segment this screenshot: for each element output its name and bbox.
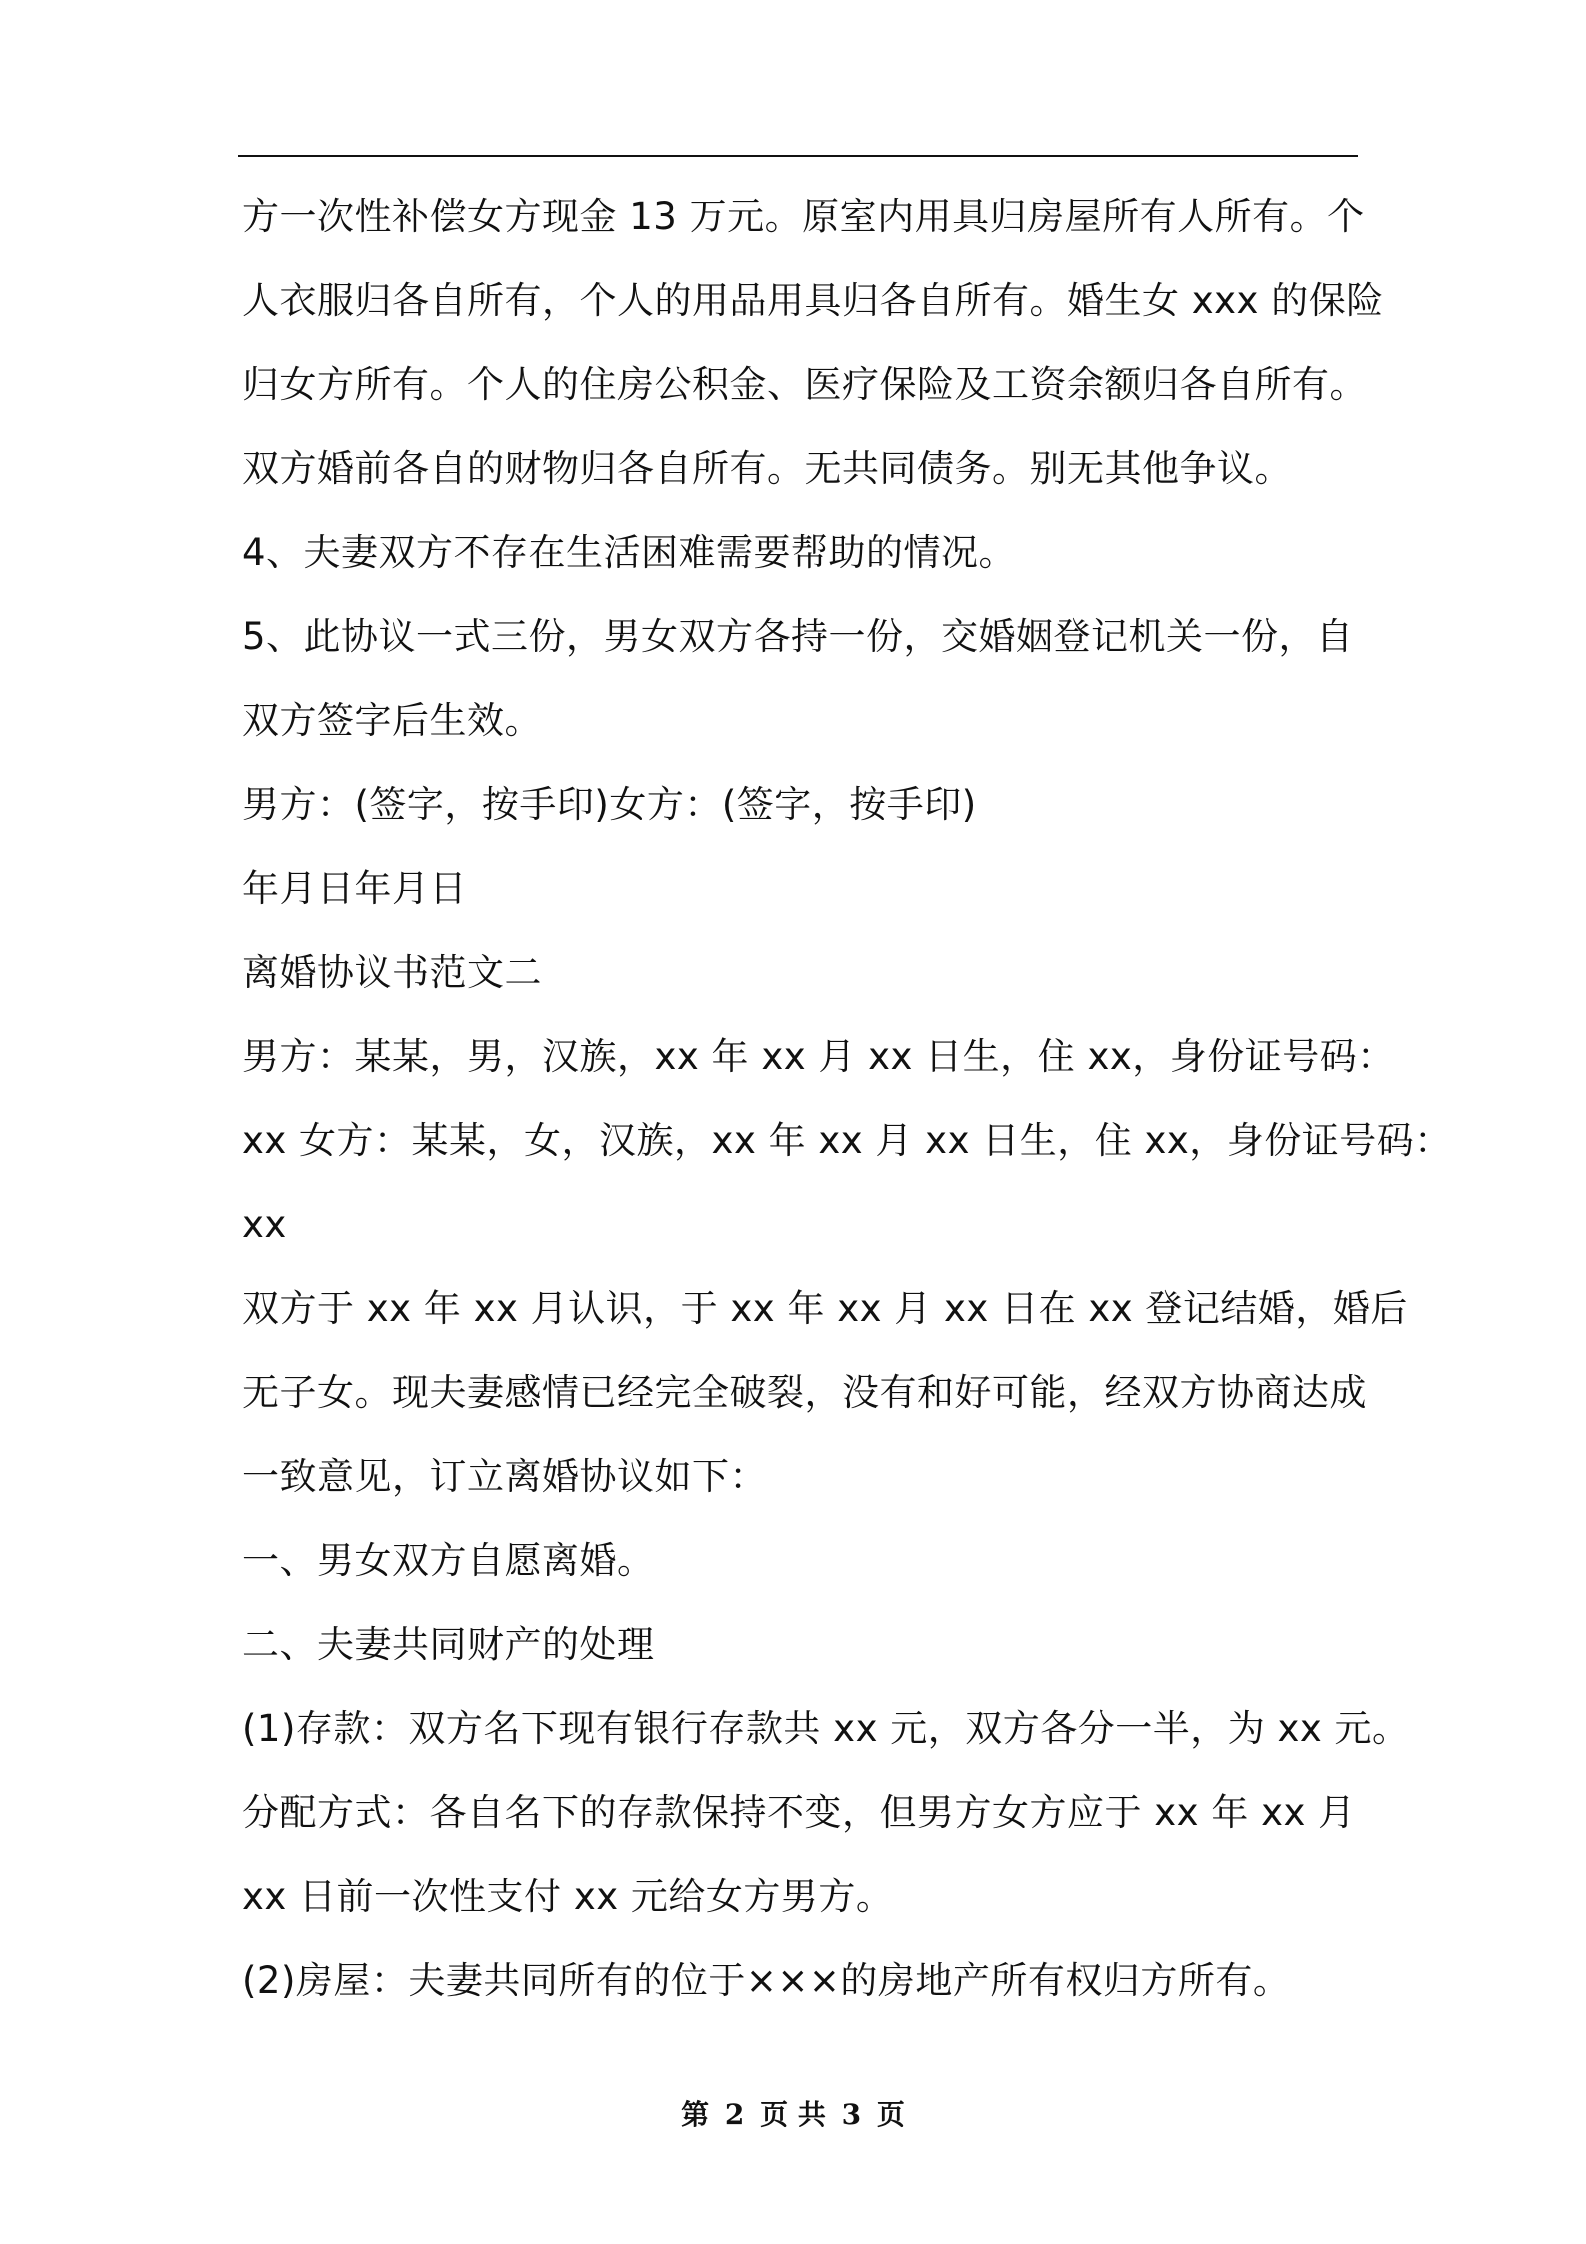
clause-heading: 二、夫妻共同财产的处理 — [242, 1623, 655, 1666]
footer-suffix: 页 — [876, 2098, 905, 2131]
text-line: xx 日前一次性支付 xx 元给女方男方。 — [242, 1875, 894, 1918]
clause-heading: 一、男女双方自愿离婚。 — [242, 1539, 655, 1582]
date-line: 年月日年月日 — [242, 867, 467, 910]
text-line: 人衣服归各自所有，个人的用品用具归各自所有。婚生女 xxx 的保险 — [242, 279, 1384, 322]
text-line: (1)存款：双方名下现有银行存款共 xx 元，双方各分一半，为 xx 元。 — [242, 1707, 1410, 1750]
text-line: 一致意见，订立离婚协议如下： — [242, 1455, 767, 1498]
text-line: 无子女。现夫妻感情已经完全破裂，没有和好可能，经双方协商达成 — [242, 1371, 1367, 1414]
party-info: xx — [242, 1203, 287, 1246]
clause-4: 4、夫妻双方不存在生活困难需要帮助的情况。 — [242, 531, 1017, 574]
text-line: 双方签字后生效。 — [242, 699, 542, 742]
page-footer — [0, 2098, 1586, 2132]
text-line: 双方婚前各自的财物归各自所有。无共同债务。别无其他争议。 — [242, 447, 1292, 490]
footer-total-pages: 3 — [841, 2098, 862, 2131]
document-body — [242, 195, 1452, 2044]
footer-prefix: 第 — [681, 2098, 710, 2131]
section-title: 离婚协议书范文二 — [242, 951, 542, 994]
text-line: (2)房屋：夫妻共同所有的位于×××的房地产所有权归方所有。 — [242, 1959, 1291, 2002]
footer-middle: 页 共 — [760, 2098, 826, 2131]
header-rule — [238, 155, 1358, 157]
text-line: 分配方式：各自名下的存款保持不变，但男方女方应于 xx 年 xx 月 — [242, 1791, 1356, 1834]
signature-line: 男方：(签字，按手印)女方：(签字，按手印) — [242, 783, 977, 826]
footer-page-number: 2 — [724, 2098, 745, 2131]
text-line: 归女方所有。个人的住房公积金、医疗保险及工资余额归各自所有。 — [242, 363, 1367, 406]
clause-5: 5、此协议一式三份，男女双方各持一份，交婚姻登记机关一份，自 — [242, 615, 1354, 658]
party-info: 男方：某某，男，汉族，xx 年 xx 月 xx 日生，住 xx，身份证号码： — [242, 1035, 1395, 1078]
text-line: 双方于 xx 年 xx 月认识，于 xx 年 xx 月 xx 日在 xx 登记结婚，婚后 — [242, 1287, 1408, 1330]
text-line: 方一次性补偿女方现金 13 万元。原室内用具归房屋所有人所有。个 — [242, 195, 1365, 238]
party-info: xx 女方：某某，女，汉族，xx 年 xx 月 xx 日生，住 xx，身份证号码： — [242, 1119, 1452, 1162]
